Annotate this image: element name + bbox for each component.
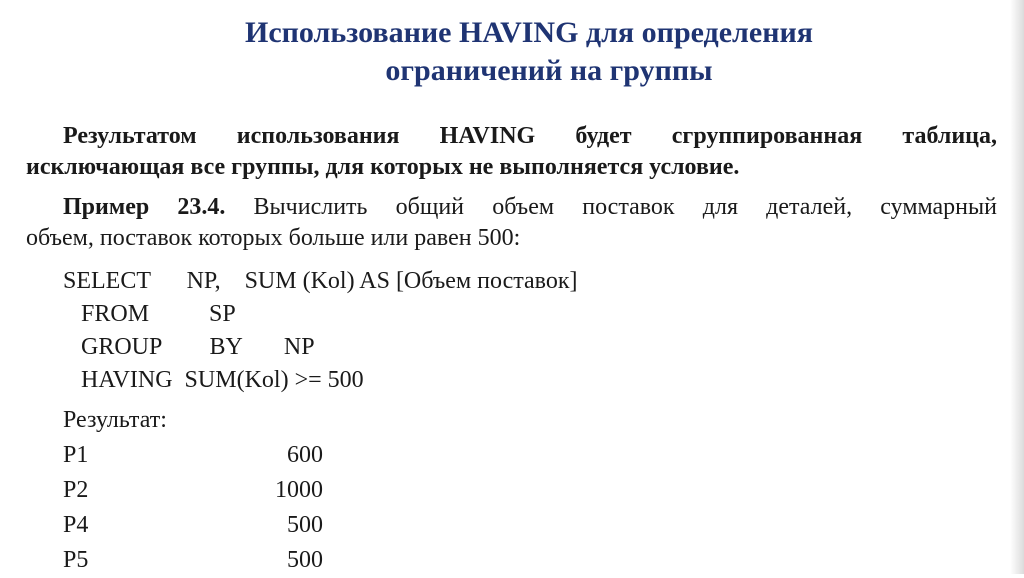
example-line-2: объем, поставок которых больше или равен 500: [26,225,521,251]
intro-line-1: Результатом использования HAVING будет сгруппированная таблица, [63,123,997,149]
result-block [63,403,323,578]
slide-title [0,14,1024,90]
title-line-2: ограничений на группы [385,54,713,87]
title-line-1: Использование HAVING для определения [245,16,813,49]
result-row [63,508,323,543]
sql-query [63,265,577,397]
result-row [63,473,323,508]
result-row [63,543,323,578]
result-part-number: P2 [63,477,89,503]
sql-line: FROM SP [63,301,236,327]
intro-line-2: исключающая все группы, для которых не выполняется условие. [26,154,740,180]
sql-line: HAVING SUM(Kol) >= 500 [63,367,364,393]
result-label: Результат: [63,407,167,433]
example-line-1-text: Вычислить общий объем поставок для деталей, суммарный [225,194,997,220]
result-value: 500 [287,512,323,538]
result-part-number: P5 [63,547,89,573]
example-paragraph [26,192,997,254]
result-row [63,438,323,473]
result-value: 1000 [275,477,323,503]
result-value: 600 [287,442,323,468]
result-value: 500 [287,547,323,573]
example-line-1 [63,192,997,223]
intro-paragraph [26,121,997,183]
result-part-number: P4 [63,512,89,538]
result-part-number: P1 [63,442,89,468]
sql-line: GROUP BY NP [63,334,315,360]
example-label: Пример 23.4. [63,194,226,220]
sql-line: SELECT NP, SUM (Kol) AS [Объем поставок] [63,268,578,294]
